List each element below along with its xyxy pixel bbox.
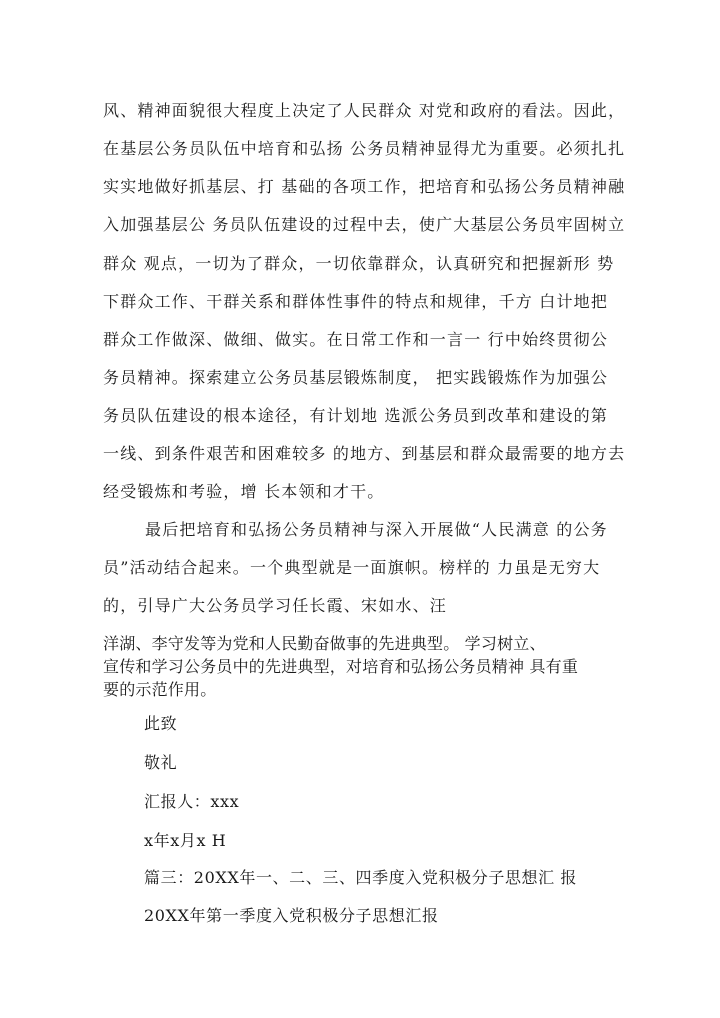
- paragraph-1-line-8: 务员精神。探索建立公务员基层锻炼制度， 把实践锻炼作为加强公: [103, 368, 609, 387]
- salutation-jing-li: 敬礼: [144, 753, 178, 772]
- paragraph-2-line-2: 员”活动结合起来。一个典型就是一面旗帜。榜样的 力虽是无穷大: [103, 558, 601, 577]
- paragraph-2-line-3: 的，引导广大公务员学习任长霞、宋如水、汪: [103, 596, 448, 615]
- paragraph-1-line-10: 一线、到条件艰苦和困难较多 的地方、到基层和群众最需要的地方去: [103, 444, 626, 463]
- paragraph-1-line-9: 务员队伍建设的根本途径，有计划地 选派公务员到改革和建设的第: [103, 406, 609, 425]
- paragraph-1-line-11: 经受锻炼和考验，增 长本领和才干。: [103, 482, 385, 501]
- paragraph-3-line-3: 要的示范作用。: [103, 680, 217, 699]
- section-subheading: 20XX年第一季度入党积极分子思想汇报: [144, 906, 439, 925]
- paragraph-1-line-3: 实实地做好抓基层、打 基础的各项工作，把培育和弘扬公务员精神融: [103, 177, 626, 196]
- paragraph-1-line-4: 入加强基层公 务员队伍建设的过程中去，使广大基层公务员牢固树立: [103, 215, 626, 234]
- paragraph-1-line-7: 群众工作做深、做细、做实。在日常工作和一言一 行中始终贯彻公: [103, 330, 609, 349]
- paragraph-1-line-5: 群众 观点，一切为了群众，一切依靠群众，认真研究和把握新形 势: [103, 254, 615, 273]
- paragraph-1-line-6: 下群众工作、干群关系和群体性事件的特点和规律，千方 白计地把: [103, 292, 609, 311]
- paragraph-1-line-1: 风、精神面貌很大程度上决定了人民群众 对党和政府的看法。因此，: [103, 101, 626, 120]
- paragraph-2-line-1: 最后把培育和弘扬公务员精神与深入开展做“人民满意 的公务: [145, 520, 608, 539]
- paragraph-3-line-2: 宣传和学习公务员中的先进典型，对培育和弘扬公务员精神 具有重: [103, 657, 579, 676]
- salutation-ci-zhi: 此致: [144, 714, 178, 733]
- paragraph-1-line-2: 在基层公务员队伍中培育和弘扬 公务员精神显得尤为重要。必须扎扎: [103, 139, 626, 158]
- paragraph-3-line-1: 洋湖、李守发等为党和人民勤奋做事的先进典型。 学习树立、: [103, 634, 546, 653]
- section-heading: 篇三：20XX年一、二、三、四季度入党积极分子思想汇 报: [144, 868, 578, 887]
- reporter-line: 汇报人：xxx: [144, 792, 240, 811]
- date-line: x年x月x H: [144, 831, 227, 850]
